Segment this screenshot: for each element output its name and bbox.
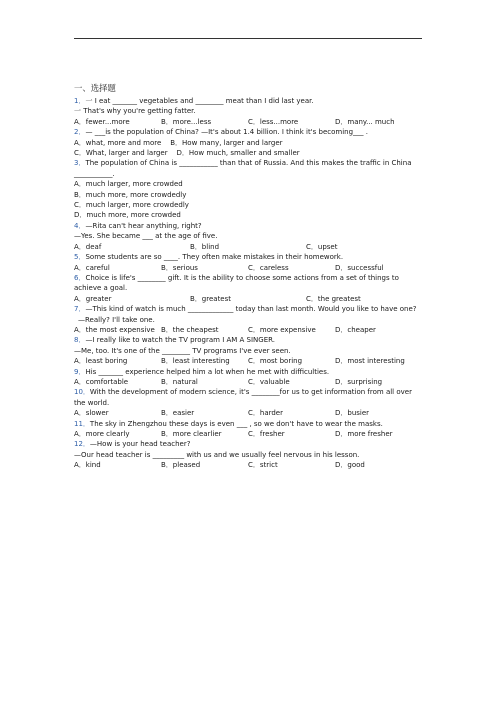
option-b[interactable]: B．least interesting <box>161 357 230 366</box>
question-12 <box>74 439 424 470</box>
option-d[interactable]: D．surprising <box>335 377 383 386</box>
option-c[interactable]: C．fresher <box>248 430 285 438</box>
option-c[interactable]: C．more expensive <box>248 325 316 334</box>
option-c[interactable]: C．careless <box>248 263 289 272</box>
option-d[interactable]: D．more fresher <box>335 430 393 438</box>
question-extra: —Our head teacher is _________ with us and we usually feel nervous in his lesson. <box>74 450 360 459</box>
question-number: 6． <box>74 273 86 282</box>
option-a[interactable]: A．comfortable <box>74 377 129 386</box>
section-title: 一、选择题 <box>74 83 116 93</box>
question-number: 5． <box>74 253 86 262</box>
option-d[interactable]: D．many... much <box>335 117 395 126</box>
option-c[interactable]: C．less...more <box>248 117 299 126</box>
question-extra: 一 That's why you're getting fatter. <box>74 107 196 116</box>
question-list <box>74 82 424 471</box>
option-c[interactable]: C．the greatest <box>306 294 361 303</box>
option-c[interactable]: C．most boring <box>248 357 303 366</box>
question-5 <box>74 252 424 273</box>
option-a[interactable]: A．careful <box>74 263 110 272</box>
option-d[interactable]: D．busier <box>335 409 370 418</box>
option-c[interactable]: C．strict <box>248 461 278 470</box>
question-stem: —I really like to watch the TV program I AM A SINGER. <box>85 336 275 345</box>
question-number: 10． <box>74 388 90 397</box>
header-rule <box>74 38 422 39</box>
option-b[interactable]: B．greatest <box>190 294 232 303</box>
option-d[interactable]: D．cheaper <box>335 325 376 334</box>
question-stem: 一 I eat _______ vegetables and ________ meat than I did last year. <box>85 97 314 105</box>
question-stem: —This kind of watch is much _____________ today than last month. Would you like to have one? <box>85 305 417 314</box>
question-extra: —Really? I'll take one. <box>78 315 155 324</box>
question-number: 8． <box>74 336 86 345</box>
question-6 <box>74 273 424 304</box>
question-2 <box>74 127 424 158</box>
question-number: 1． <box>74 97 86 105</box>
option-b[interactable]: B．much more, more crowdedly <box>74 190 187 199</box>
question-stem: Choice is life's ________ gift. It is the ability to choose some actions from a set of things to achieve a goal. <box>74 273 399 293</box>
question-stem: The population of China is ___________ than that of Russia. And this makes the traffic in China ___________. <box>74 159 412 178</box>
question-9 <box>74 367 424 388</box>
question-4 <box>74 221 424 252</box>
question-number: 3． <box>74 159 86 168</box>
option-b[interactable]: B．How many, larger and larger <box>170 138 283 147</box>
option-c[interactable]: C．much larger, more crowdedly <box>74 201 189 210</box>
option-a[interactable]: A．the most expensive <box>74 325 155 334</box>
question-1 <box>74 96 424 127</box>
option-c[interactable]: C．valuable <box>248 377 290 386</box>
option-a[interactable]: A．what, more and more <box>74 138 162 147</box>
option-b[interactable]: B．pleased <box>161 461 201 470</box>
question-number: 2． <box>74 128 86 137</box>
option-b[interactable]: B．more...less <box>161 117 212 126</box>
question-8 <box>74 335 424 366</box>
option-c[interactable]: C．upset <box>306 242 338 251</box>
option-b[interactable]: B．easier <box>161 409 195 418</box>
question-stem: —How is your head teacher? <box>89 440 191 449</box>
option-a[interactable]: A．more clearly <box>74 430 130 438</box>
option-d[interactable]: D．most interesting <box>335 357 405 366</box>
question-stem: His _______ experience helped him a lot when he met with difficulties. <box>85 367 330 376</box>
option-a[interactable]: A．kind <box>74 461 101 470</box>
option-b[interactable]: B．blind <box>190 242 220 251</box>
question-number: 7． <box>74 305 86 314</box>
question-number: 11． <box>74 419 90 428</box>
question-extra: —Yes. She became ___ at the age of five. <box>74 232 218 241</box>
question-stem: The sky in Zhengzhou these days is even ___ , so we don't have to wear the masks. <box>89 419 383 428</box>
option-d[interactable]: D．much more, more crowded <box>74 211 181 220</box>
option-d[interactable]: D．successful <box>335 263 384 272</box>
option-c[interactable]: C．harder <box>248 409 283 418</box>
option-a[interactable]: A．greater <box>74 294 112 303</box>
question-stem: —Rita can't hear anything, right? <box>85 221 202 230</box>
question-number: 4． <box>74 221 86 230</box>
option-c[interactable]: C．What, larger and larger <box>74 149 168 158</box>
question-stem: — ___is the population of China? —It's about 1.4 billion. I think it's becoming___ . <box>85 128 368 137</box>
option-b[interactable]: B．more clearlier <box>161 430 222 438</box>
question-extra: —Me, too. It's one of the ________ TV programs I've ever seen. <box>74 346 291 355</box>
option-d[interactable]: D．How much, smaller and smaller <box>176 149 300 158</box>
question-10 <box>74 387 424 418</box>
question-3 <box>74 158 424 220</box>
question-number: 9． <box>74 367 86 376</box>
option-b[interactable]: B．natural <box>161 377 198 386</box>
question-number: 12． <box>74 440 90 449</box>
option-a[interactable]: A．much larger, more crowded <box>74 180 183 189</box>
question-11 <box>74 419 424 440</box>
question-7 <box>74 304 424 335</box>
option-b[interactable]: B．serious <box>161 263 198 272</box>
question-stem: Some students are so ____. They often make mistakes in their homework. <box>85 253 344 262</box>
option-a[interactable]: A．least boring <box>74 357 128 366</box>
option-a[interactable]: A．deaf <box>74 242 102 251</box>
option-a[interactable]: A．slower <box>74 409 109 418</box>
question-stem: With the development of modern science, it's ________for us to get information from all over the world. <box>74 388 412 407</box>
option-b[interactable]: B．the cheapest <box>161 325 219 334</box>
option-d[interactable]: D．good <box>335 461 365 470</box>
option-a[interactable]: A．fewer...more <box>74 117 130 126</box>
